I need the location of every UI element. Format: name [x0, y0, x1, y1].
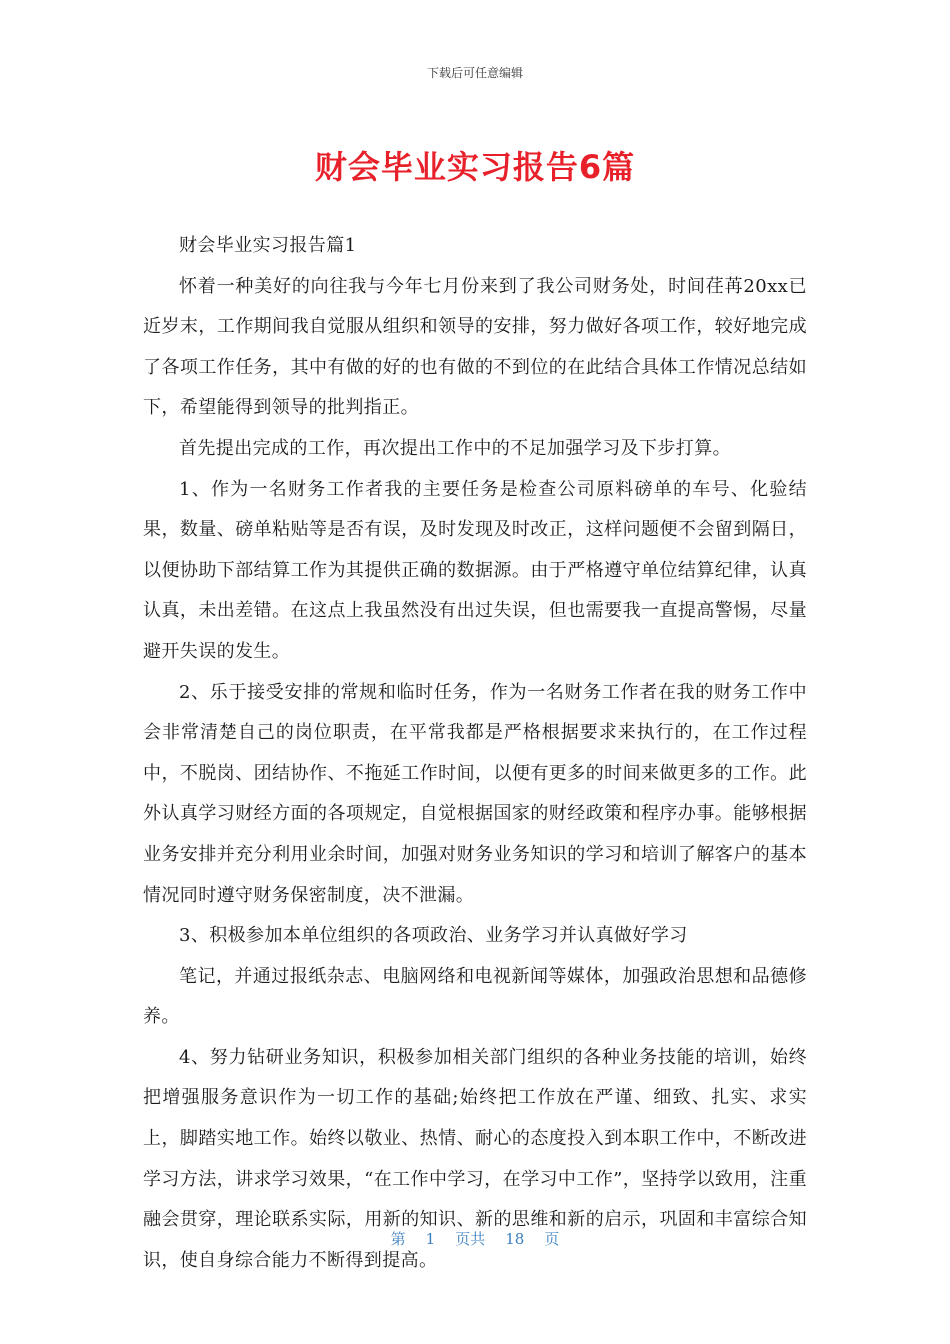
footer-current-page: 1: [425, 1230, 436, 1248]
paragraph-intro: 怀着一种美好的向往我与今年七月份来到了我公司财务处，时间荏苒20xx已近岁末，工作期间我自觉服从组织和领导的安排，努力做好各项工作，较好地完成了各项工作任务，其中有做的好的也有做的不到位的在此结合具体工作情况总结如下，希望能得到领导的批判指正。: [143, 275, 807, 419]
paragraph-item-3: 3、积极参加本单位组织的各项政治、业务学习并认真做好学习: [179, 925, 688, 947]
paragraph-item-3-continued: 笔记，并通过报纸杂志、电脑网络和电视新闻等媒体，加强政治思想和品德修养。: [143, 965, 807, 1028]
footer-total-pages: 18: [505, 1230, 525, 1248]
footer-label-of: 页共: [455, 1230, 486, 1248]
section-heading: 财会毕业实习报告篇1: [179, 235, 357, 256]
document-title: 财会毕业实习报告6篇: [314, 148, 636, 186]
page-header-note: 下载后可任意编辑: [426, 66, 523, 80]
paragraph-outline: 首先提出完成的工作，再次提出工作中的不足加强学习及下步打算。: [179, 437, 731, 459]
paragraph-item-2: 2、乐于接受安排的常规和临时任务，作为一名财务工作者在我的财务工作中会非常清楚自己的岗位职责，在平常我都是严格根据要求来执行的，在工作过程中，不脱岗、团结协作、不拖延工作时间，以便有更多的时间来做更多的工作。此外认真学习财经方面的各项规定，自觉根据国家的财经政策和程序办事。能够根据业务安排并充分利用业余时间，加强对财务业务知识的学习和培训了解客户的基本情况同时遵守财务保密制度，决不泄漏。: [143, 681, 807, 906]
paragraph-item-4: 4、努力钻研业务知识，积极参加相关部门组织的各种业务技能的培训，始终把增强服务意识作为一切工作的基础;始终把工作放在严谨、细致、扎实、求实上，脚踏实地工作。始终以敬业、热情、耐心的态度投入到本职工作中，不断改进学习方法，讲求学习效果，“在工作中学习，在学习中工作”，坚持学以致用，注重融会贯穿，理论联系实际，用新的知识、新的思维和新的启示，巩固和丰富综合知识，使自身综合能力不断得到提高。: [143, 1046, 807, 1271]
paragraph-item-1: 1、作为一名财务工作者我的主要任务是检查公司原料磅单的车号、化验结果，数量、磅单粘贴等是否有误，及时发现及时改正，这样问题便不会留到隔日，以便协助下部结算工作为其提供正确的数据源。由于严格遵守单位结算纪律，认真认真，未出差错。在这点上我虽然没有出过失误，但也需要我一直提高警惕，尽量避开失误的发生。: [143, 478, 807, 662]
document-body: [143, 226, 807, 1281]
page-footer: [0, 1228, 950, 1249]
footer-label-end: 页: [544, 1230, 560, 1248]
footer-label-page: 第: [390, 1230, 406, 1248]
